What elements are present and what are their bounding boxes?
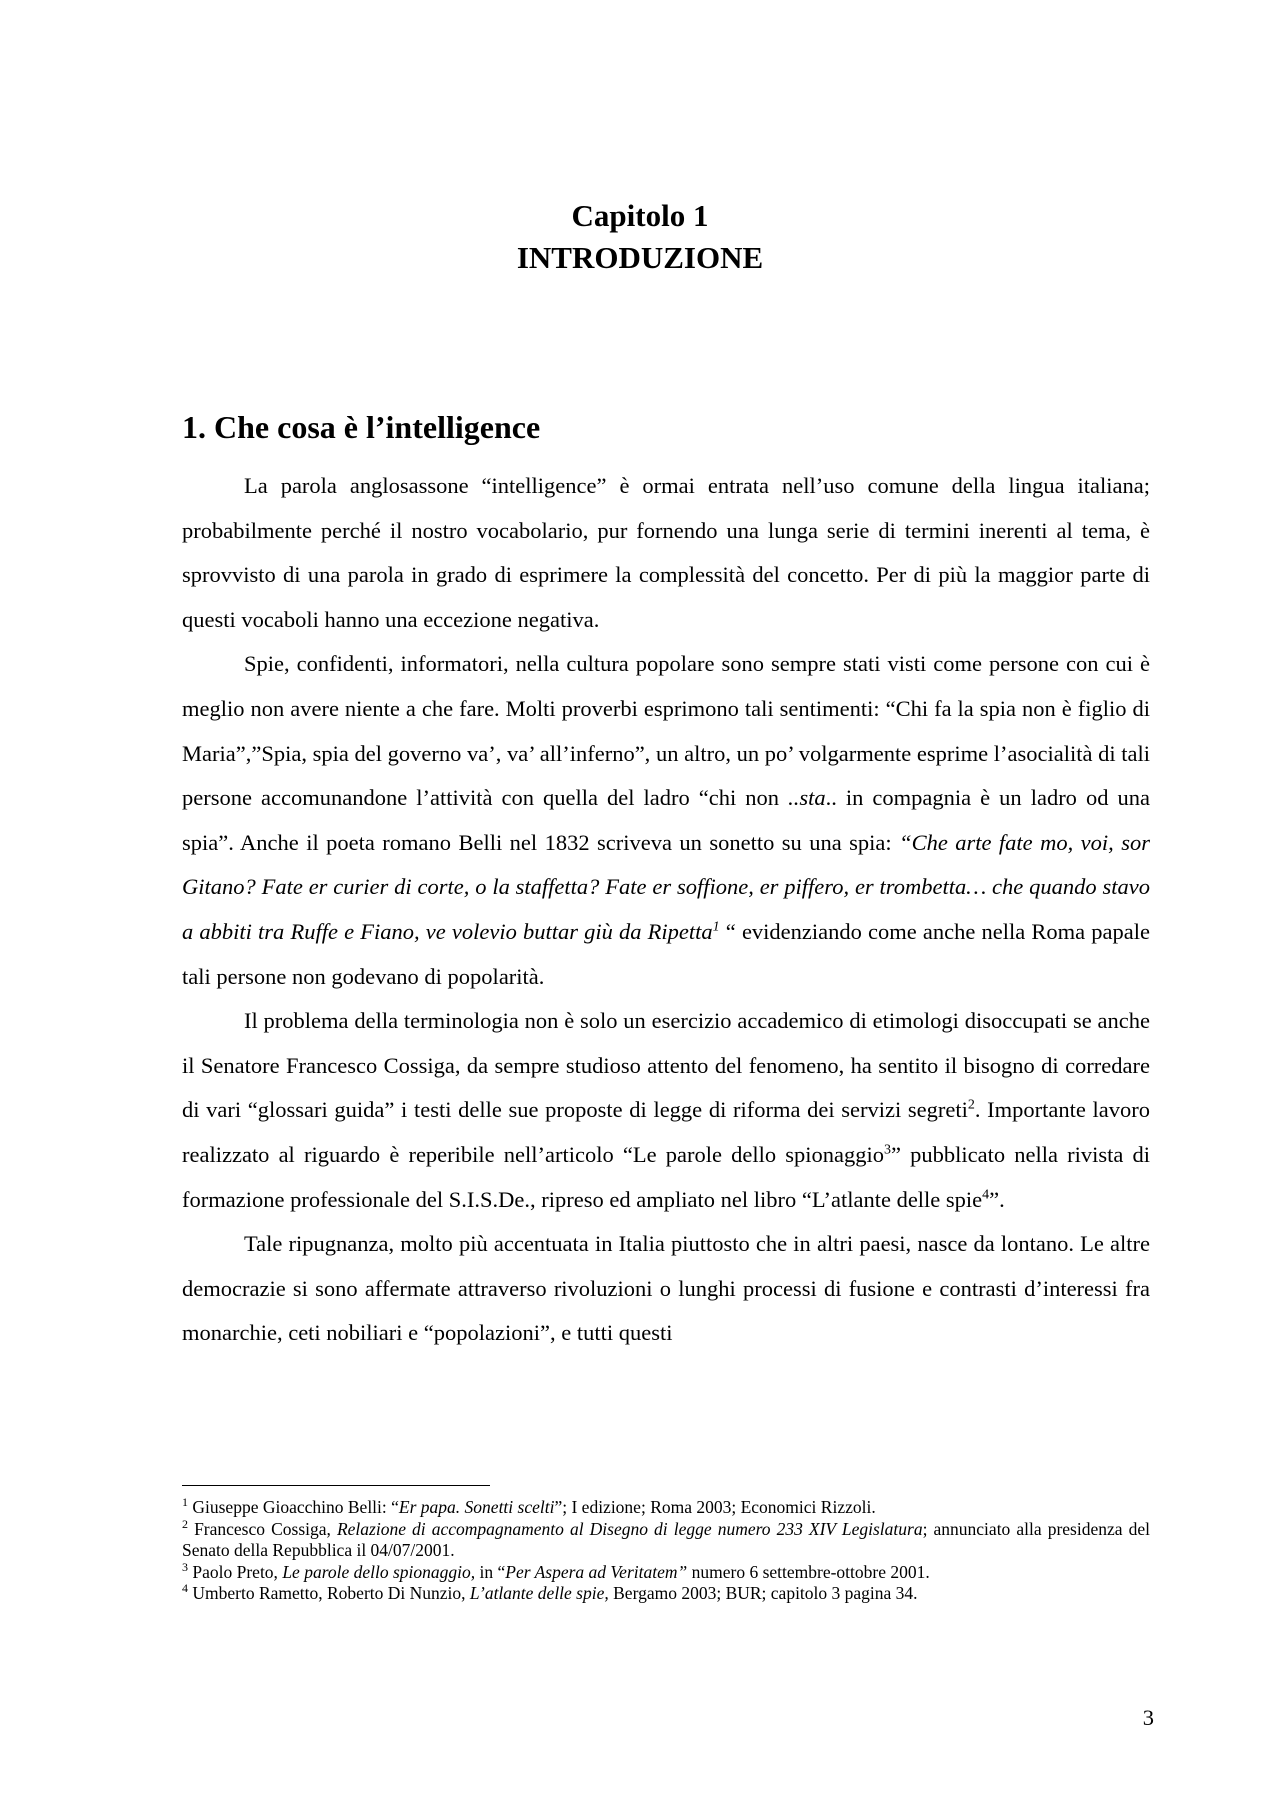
footnote-4 bbox=[182, 1583, 1150, 1605]
paragraph-3-text-a: Il problema della terminologia non è solo un esercizio accademico di etimologi disoccupati se anche il Senatore Francesco Cossiga, da sempre studioso attento del fenomeno, ha sentito il bisogno di corredare di vari “glossari guida” i testi delle sue proposte di legge di riforma dei servizi segreti bbox=[182, 1008, 1150, 1123]
footnote-3-title: Le parole dello spionaggio, bbox=[282, 1561, 476, 1582]
section-heading: 1. Che cosa è l’intelligence bbox=[182, 409, 541, 445]
footnote-3 bbox=[182, 1559, 1150, 1584]
footnote-4-title: L’atlante delle spie, bbox=[469, 1583, 609, 1603]
footnote-1-number: 1 bbox=[182, 1495, 188, 1510]
paragraph-3 bbox=[182, 999, 1150, 1222]
body-text bbox=[182, 464, 1150, 1356]
footnote-3-text-c: numero 6 settembre-ottobre 2001. bbox=[687, 1561, 930, 1582]
chapter-label: Capitolo 1 bbox=[571, 198, 709, 233]
paragraph-3-text-b: . Importante lavoro realizzato al riguardo è reperibile nell’articolo “Le parole dello spionaggio bbox=[182, 1097, 1150, 1167]
footnote-1-text-a: Giuseppe Gioacchino Belli: “ bbox=[188, 1497, 399, 1517]
footnote-divider bbox=[182, 1485, 490, 1486]
paragraph-1 bbox=[182, 464, 1150, 642]
paragraph-4-text: Tale ripugnanza, molto più accentuata in Italia piuttosto che in altri paesi, nasce da lontano. Le altre democrazie si sono affermate attraverso rivoluzioni o lunghi processi di fusione e contrasti d’interessi fra monarchie, ceti nobiliari e “popolazioni”, e tutti questi bbox=[182, 1231, 1150, 1346]
footnotes bbox=[182, 1497, 1150, 1605]
footnote-3-journal: Per Aspera ad Veritatem” bbox=[505, 1561, 688, 1582]
page-number: 3 bbox=[1142, 1705, 1154, 1730]
paragraph-3-text-d: ”. bbox=[989, 1186, 1005, 1212]
paragraph-2-text-d: “ evidenziando come anche nella Roma papale tali persone non godevano di popolarità. bbox=[182, 918, 1150, 989]
paragraph-2 bbox=[182, 642, 1150, 999]
footnote-4-text-a: Umberto Rametto, Roberto Di Nunzio, bbox=[188, 1583, 470, 1603]
footnote-2-number: 2 bbox=[182, 1516, 188, 1531]
paragraph-1-text: La parola anglosassone “intelligence” è ormai entrata nell’uso comune della lingua italiana; probabilmente perché il nostro vocabolario, pur fornendo una lunga serie di termini inerenti al tema, è sprovvisto di una parola in grado di esprimere la complessità del concetto. Per di più la maggior parte di questi vocaboli hanno una eccezione negativa. bbox=[182, 473, 1150, 632]
paragraph-2-text-c: .. in compagnia è un ladro od una spia”. Anche il poeta romano Belli nel 1832 scriveva un sonetto su una spia: bbox=[182, 785, 1150, 855]
footnote-2-text-b: ; annunciato alla presidenza del Senato della Repubblica il 04/07/2001. bbox=[182, 1518, 1150, 1560]
footnote-ref-4: 4 bbox=[982, 1187, 990, 1202]
footnote-ref-1 bbox=[713, 919, 720, 934]
paragraph-4 bbox=[182, 1222, 1150, 1356]
footnote-3-text-a: Paolo Preto, bbox=[188, 1561, 283, 1582]
footnote-1-text-b: ”; I edizione; Roma 2003; Economici Rizzoli. bbox=[554, 1497, 876, 1517]
footnote-ref-1-number: 1 bbox=[712, 919, 720, 935]
footnote-2 bbox=[182, 1516, 1150, 1562]
footnote-ref-3: 3 bbox=[883, 1142, 891, 1158]
footnote-ref-2: 2 bbox=[967, 1097, 975, 1113]
footnote-4-number: 4 bbox=[182, 1581, 188, 1596]
paragraph-2-italic-sta: ..sta bbox=[788, 785, 826, 811]
chapter-title: INTRODUZIONE bbox=[516, 240, 764, 275]
footnote-3-number: 3 bbox=[182, 1559, 188, 1574]
footnote-1-title: Er papa. Sonetti scelti bbox=[398, 1497, 555, 1517]
footnote-2-text-a: Francesco Cossiga, bbox=[188, 1518, 337, 1539]
footnote-3-text-b: in “ bbox=[475, 1561, 506, 1582]
footnote-1 bbox=[182, 1497, 1150, 1519]
paragraph-2-text-a: Spie, confidenti, informatori, nella cultura popolare sono sempre stati visti come persone con cui è meglio non avere niente a che fare. Molti proverbi esprimono tali sentimenti: “Chi fa la spia non è figlio di Maria”,”Spia, spia del governo va’, va’ all’inferno”, un altro, un po’ volgarmente esprime l’asocialità di tali persone accomunandone l’attività con quella del ladro “chi non bbox=[182, 651, 1150, 811]
belli-sonnet-quote: “Che arte fate mo, voi, sor Gitano? Fate er curier di corte, o la staffetta? Fate er soffione, er piffero, er trombetta… che quando stavo a abbiti tra Ruffe e Fiano, ve volevio buttar giù da Ripetta bbox=[182, 829, 1150, 944]
paragraph-3-text-c: ” pubblicato nella rivista di formazione professionale del S.I.S.De., ripreso ed ampliato nel libro “L’atlante delle spie bbox=[182, 1141, 1150, 1212]
footnote-4-text-b: Bergamo 2003; BUR; capitolo 3 pagina 34. bbox=[608, 1583, 918, 1603]
footnote-2-title: Relazione di accompagnamento al Disegno di legge numero 233 XIV Legislatura bbox=[336, 1518, 923, 1539]
